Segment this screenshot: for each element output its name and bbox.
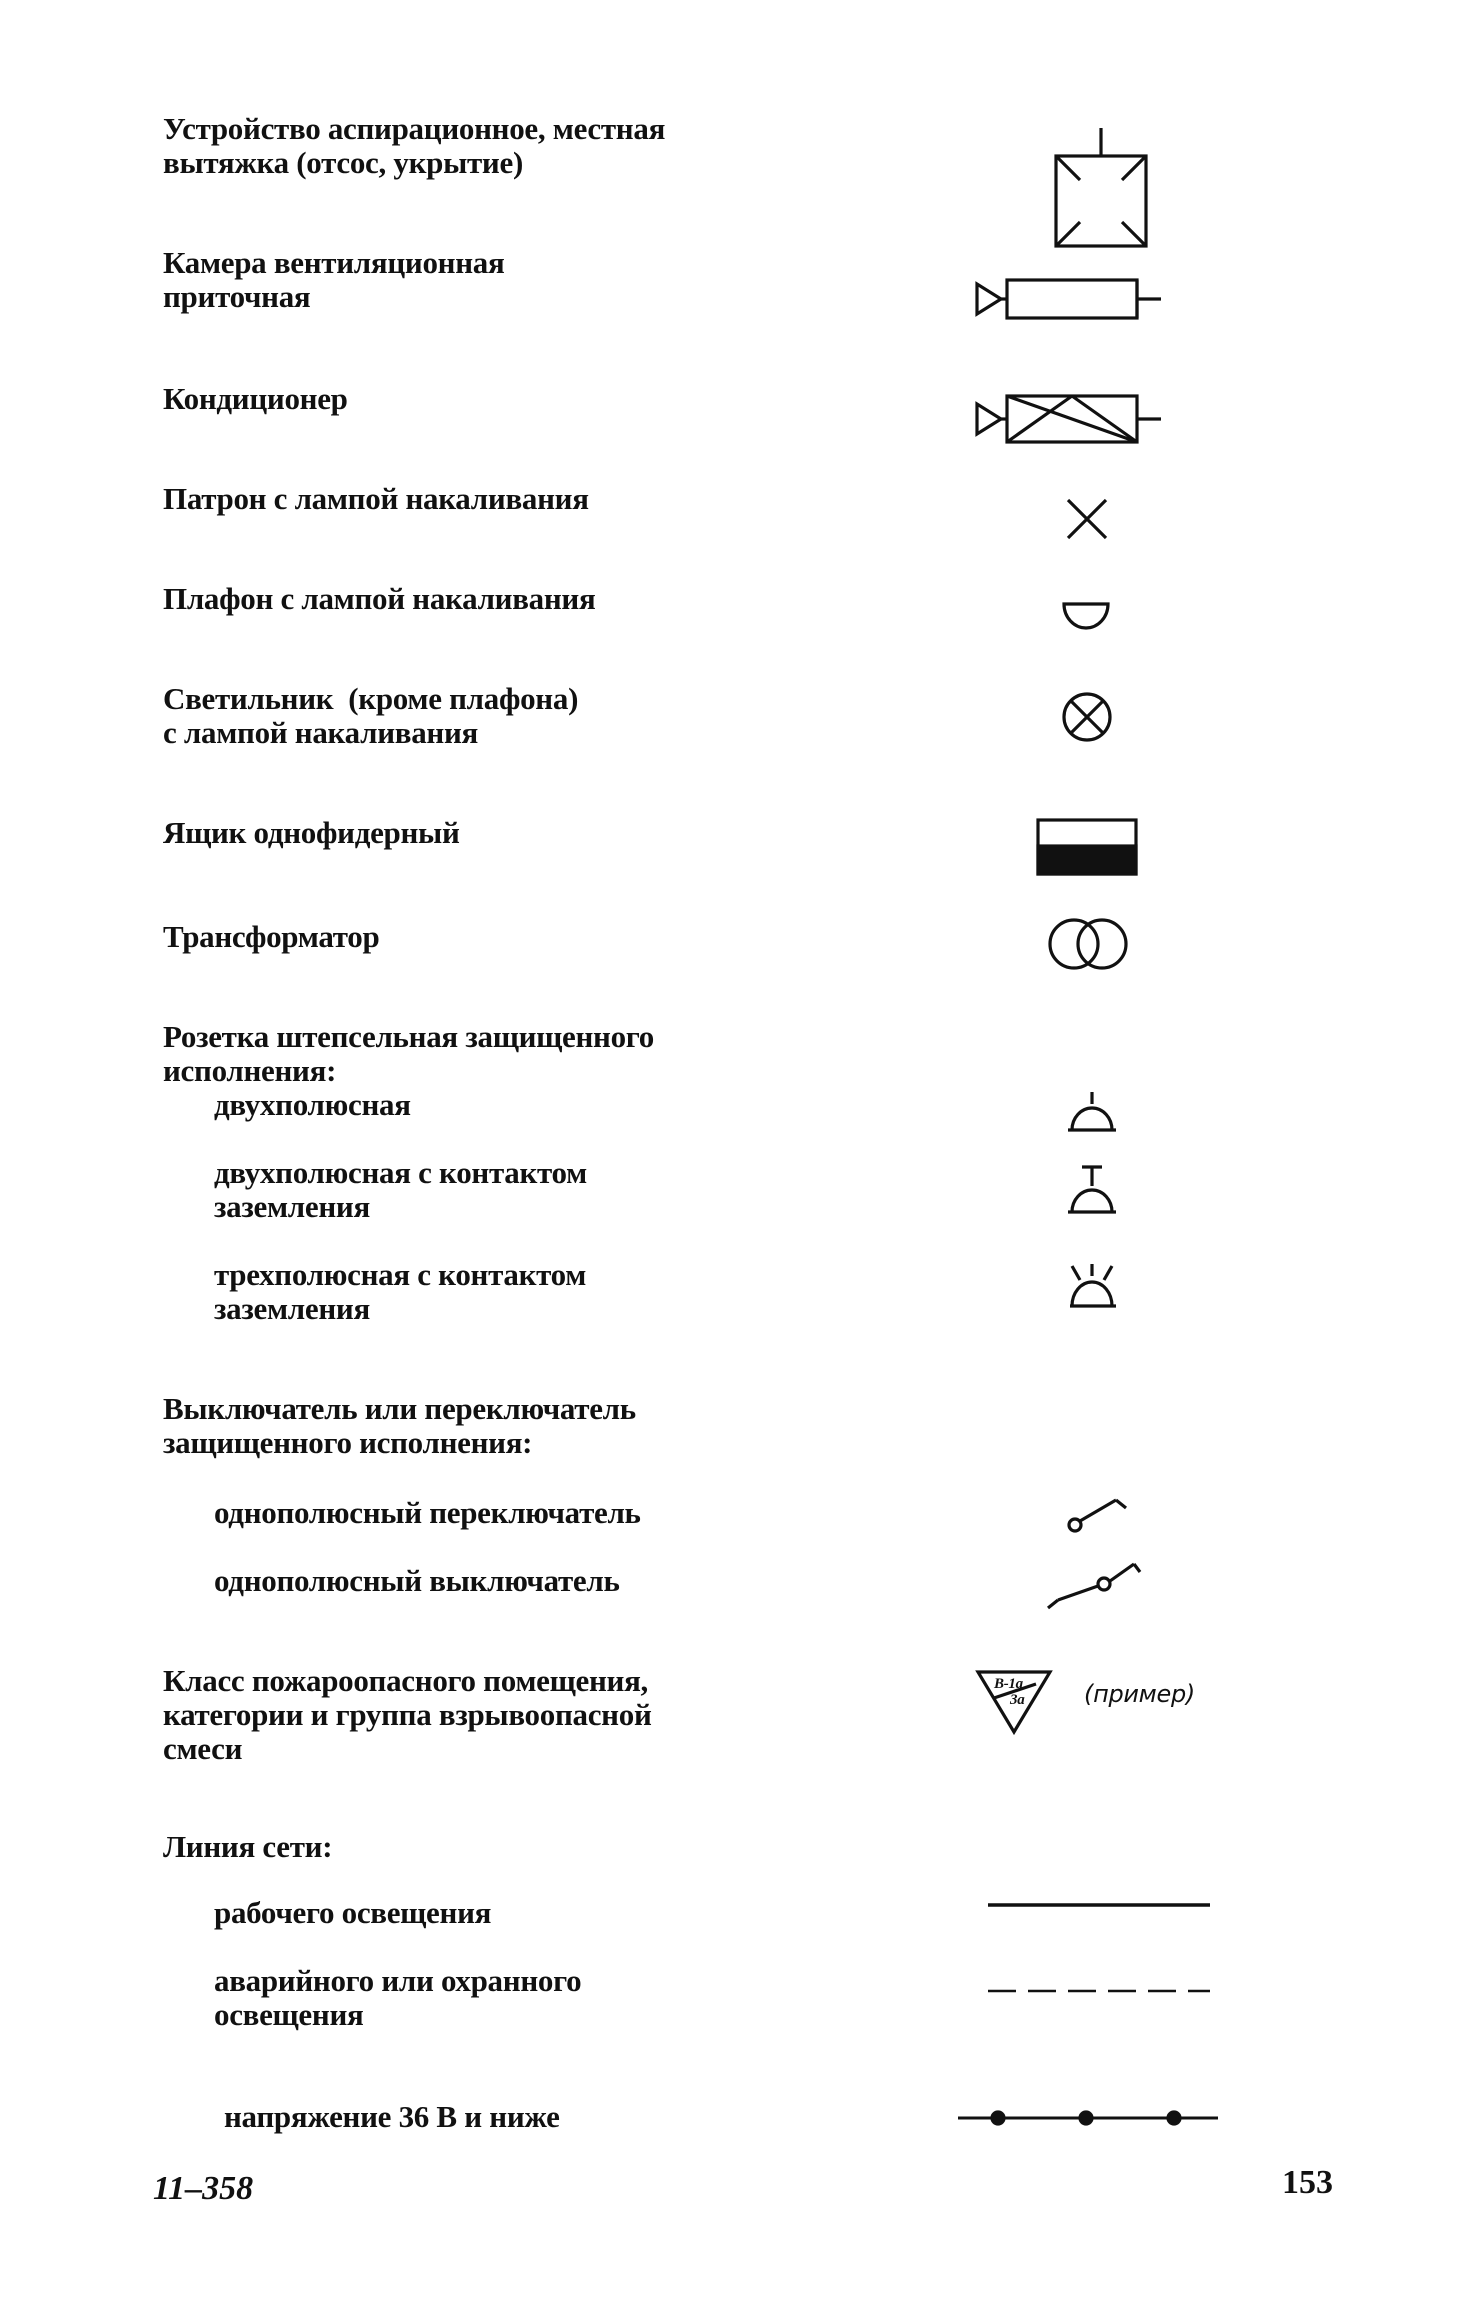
- outlet-3pole-ground-icon: [1066, 1262, 1120, 1314]
- working-lighting-line-icon: [986, 1900, 1212, 1910]
- vent-chamber-icon: [975, 270, 1195, 330]
- aspiration-device-icon: [1040, 128, 1160, 258]
- working-lighting-label: рабочего освещения: [214, 1895, 492, 1930]
- page-number: 153: [1282, 2164, 1333, 2201]
- low-voltage-line-icon: [956, 2108, 1220, 2128]
- outlet-2pole-ground-label: двухполюсная с контактом заземления: [214, 1155, 587, 1224]
- low-voltage-label: напряжение 36 В и ниже: [224, 2099, 560, 2134]
- switch-changeover-icon: [1064, 1494, 1134, 1536]
- item-transformer-label: Трансформатор: [163, 919, 380, 954]
- feeder-box-icon: [1036, 818, 1140, 878]
- emergency-lighting-label: аварийного или охранного освещения: [214, 1963, 582, 2032]
- fire-class-label: Класс пожароопасного помещения, категории и группа взрывоопасной смеси: [163, 1663, 652, 1766]
- switch-header-label: Выключатель или переключатель защищенного исполнения:: [163, 1391, 636, 1460]
- outlet-3pole-ground-label: трехполюсная с контактом заземления: [214, 1257, 587, 1326]
- outlet-2pole-ground-icon: [1066, 1164, 1118, 1220]
- item-vent-chamber-label: Камера вентиляционная приточная: [163, 245, 505, 314]
- lamp-socket-icon: [1064, 496, 1110, 542]
- switch-changeover-label: однополюсный переключатель: [214, 1495, 641, 1530]
- network-header-label: Линия сети:: [163, 1829, 333, 1864]
- fire-class-example-label: (пример): [1084, 1680, 1195, 1708]
- fire-class-code-top: В-1а: [994, 1676, 1023, 1692]
- item-luminaire-label: Светильник (кроме плафона) с лампой накаливания: [163, 681, 579, 750]
- footer-signature: 11–358: [153, 2170, 254, 2207]
- luminaire-icon: [1060, 690, 1114, 744]
- fire-class-code-bottom: 3а: [1010, 1692, 1025, 1708]
- transformer-icon: [1044, 916, 1134, 972]
- item-feeder-box-label: Ящик однофидерный: [163, 815, 460, 850]
- conditioner-icon: [975, 390, 1195, 450]
- item-conditioner-label: Кондиционер: [163, 381, 348, 416]
- outlet-header-label: Розетка штепсельная защищенного исполнения:: [163, 1019, 654, 1088]
- outlet-2pole-icon: [1066, 1090, 1118, 1138]
- switch-single-icon: [1044, 1556, 1144, 1616]
- item-ceiling-lamp-label: Плафон с лампой накаливания: [163, 581, 596, 616]
- switch-single-label: однополюсный выключатель: [214, 1563, 620, 1598]
- emergency-lighting-line-icon: [986, 1986, 1212, 1996]
- outlet-2pole-label: двухполюсная: [214, 1087, 411, 1122]
- item-socket-lamp-label: Патрон с лампой накаливания: [163, 481, 589, 516]
- ceiling-lamp-icon: [1060, 600, 1112, 634]
- item-aspiration-label: Устройство аспирационное, местная вытяжка (отсос, укрытие): [163, 111, 666, 180]
